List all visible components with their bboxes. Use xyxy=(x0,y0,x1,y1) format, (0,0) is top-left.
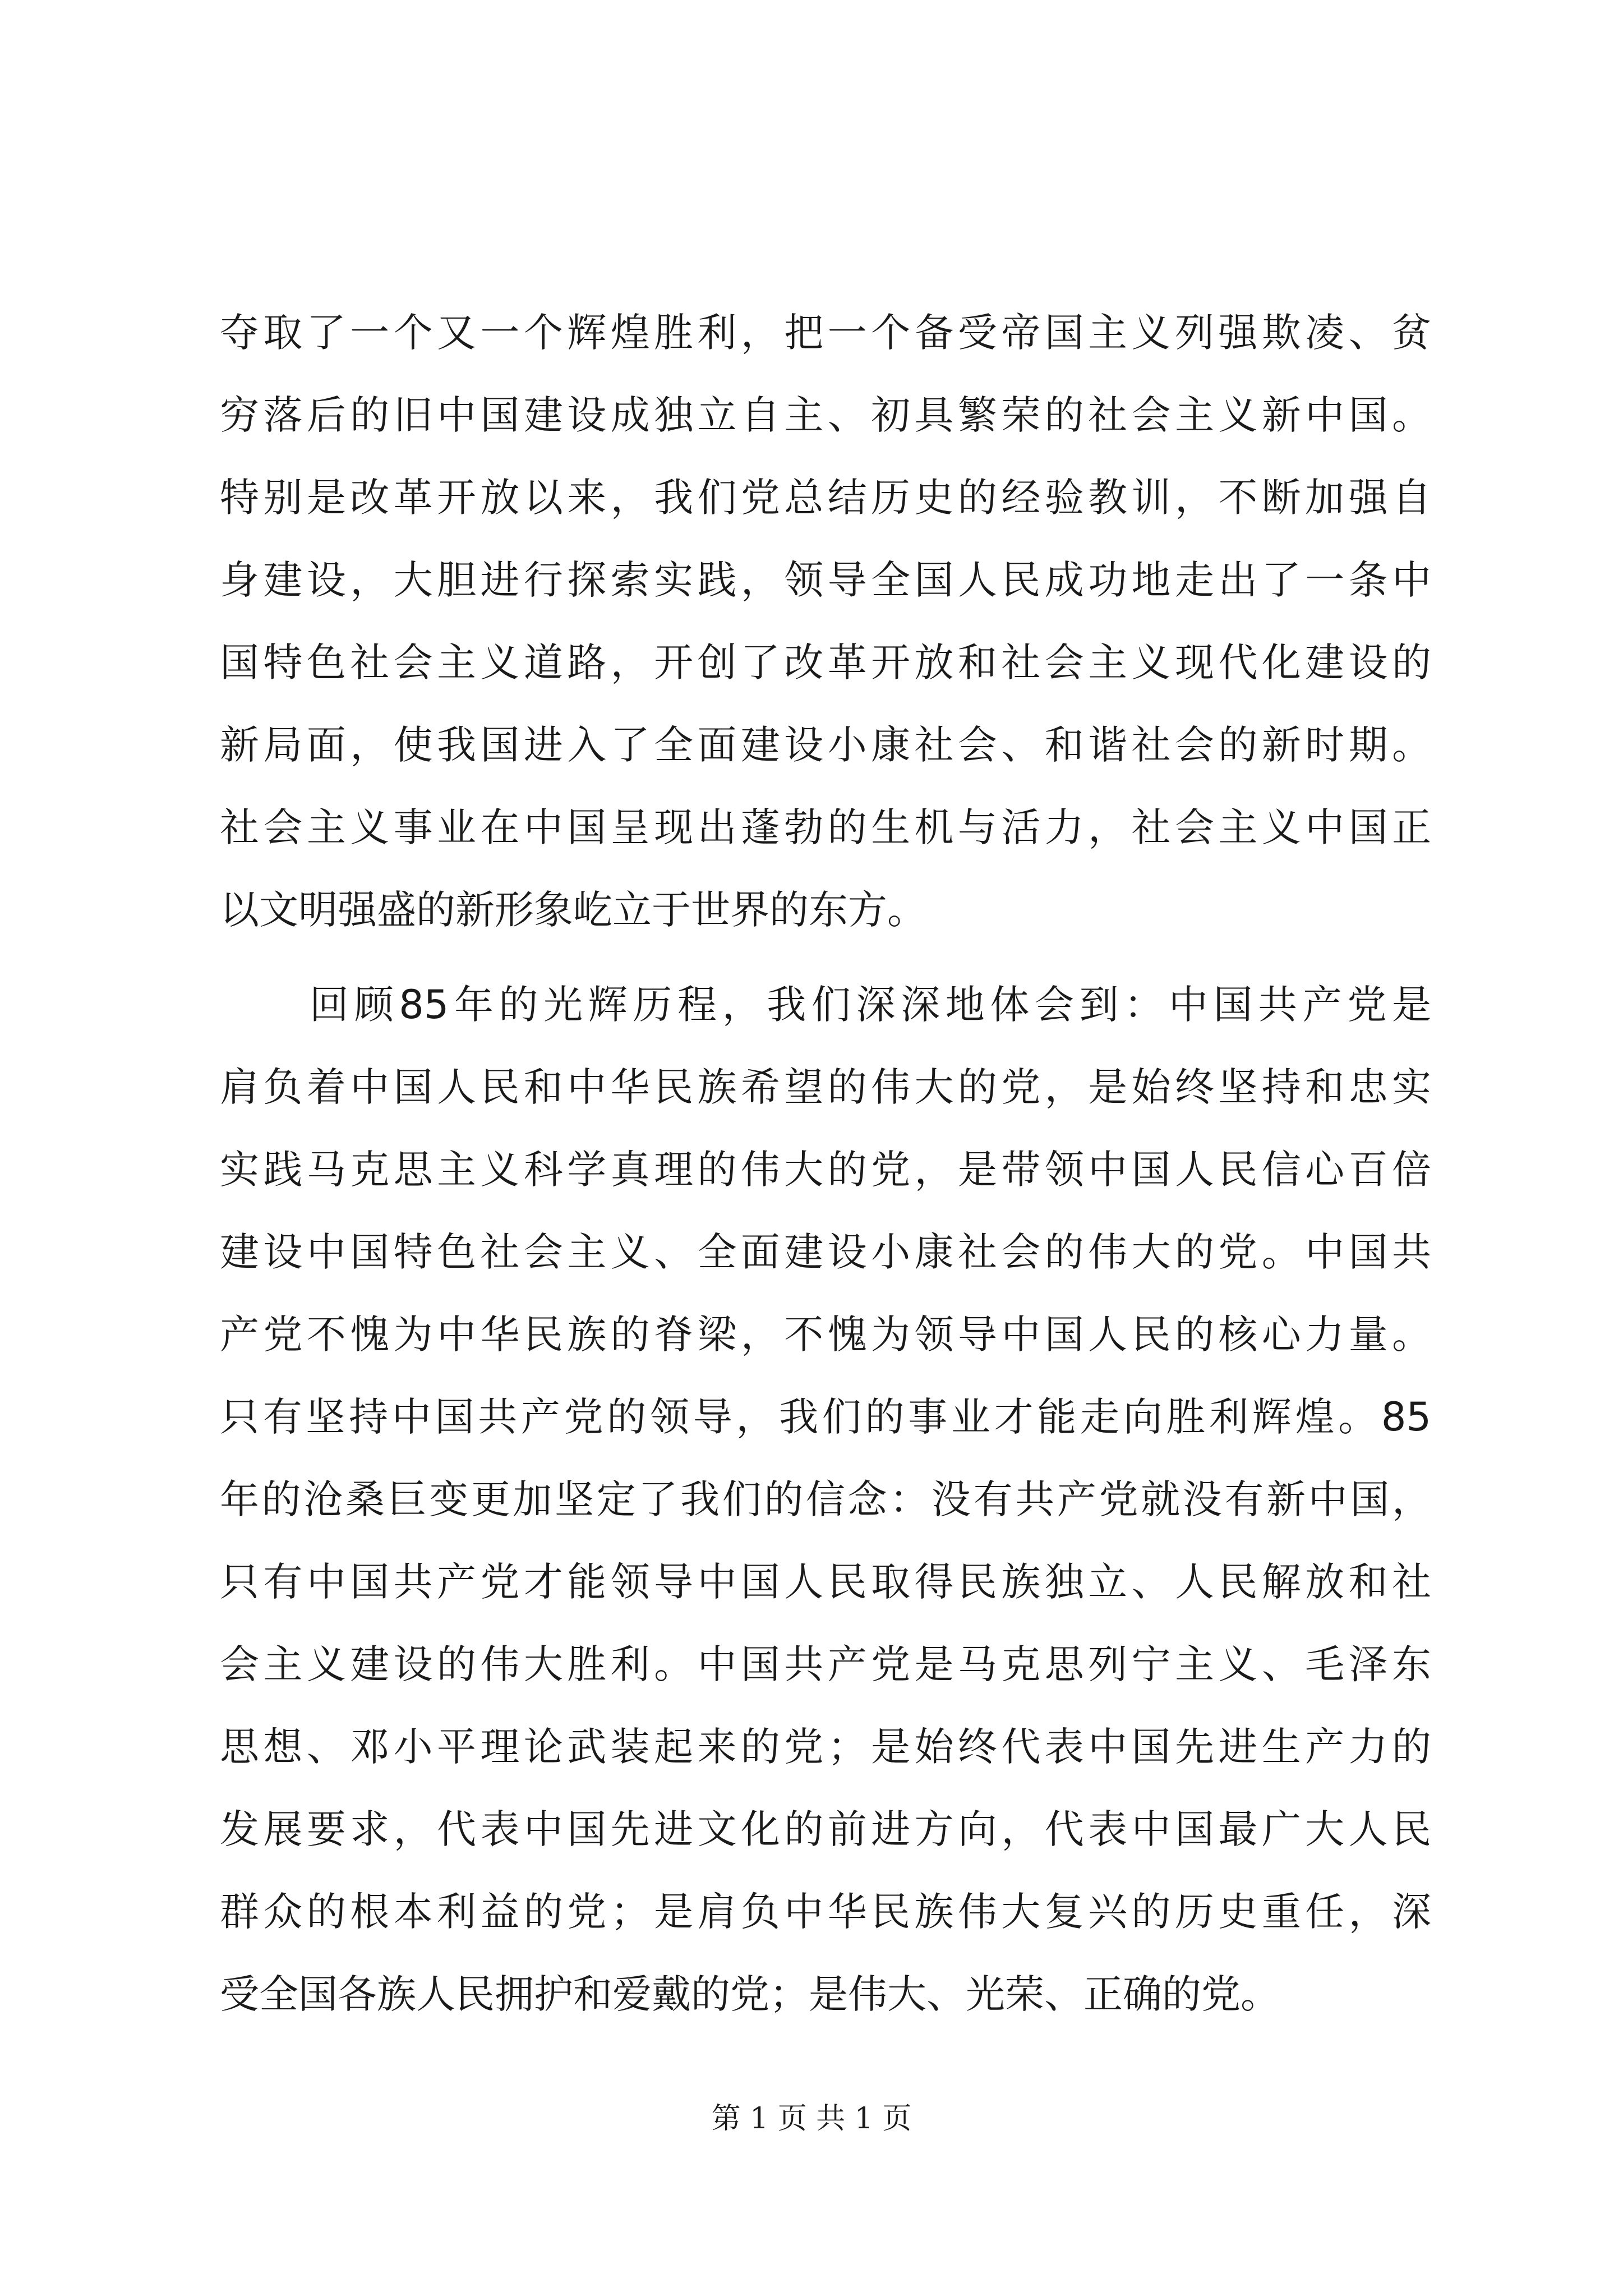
paragraph-2-line: 会主义建设的伟大胜利。中国共产党是马克思列宁主义、毛泽东 xyxy=(220,1641,1431,1687)
paragraph-2-line: 只有中国共产党才能领导中国人民取得民族独立、人民解放和社 xyxy=(220,1559,1431,1605)
paragraph-2-line: 回顾85年的光辉历程，我们深深地体会到：中国共产党是 xyxy=(310,982,1431,1028)
paragraph-2-line: 肩负着中国人民和中华民族希望的伟大的党，是始终坚持和忠实 xyxy=(220,1064,1431,1110)
paragraph-2-line: 建设中国特色社会主义、全面建设小康社会的伟大的党。中国共 xyxy=(220,1229,1431,1275)
paragraph-2-line: 实践马克思主义科学真理的伟大的党，是带领中国人民信心百倍 xyxy=(220,1147,1431,1193)
paragraph-2-line: 思想、邓小平理论武装起来的党；是始终代表中国先进生产力的 xyxy=(220,1724,1431,1770)
paragraph-1-line: 穷落后的旧中国建设成独立自主、初具繁荣的社会主义新中国。 xyxy=(220,392,1431,438)
paragraph-gap xyxy=(220,951,1431,964)
paragraph-1-line: 国特色社会主义道路，开创了改革开放和社会主义现代化建设的 xyxy=(220,639,1431,685)
paragraph-1-line: 特别是改革开放以来，我们党总结历史的经验教训，不断加强自 xyxy=(220,475,1431,521)
paragraph-1-line: 社会主义事业在中国呈现出蓬勃的生机与活力，社会主义中国正 xyxy=(220,804,1431,850)
paragraph-2-line: 发展要求，代表中国先进文化的前进方向，代表中国最广大人民 xyxy=(220,1806,1431,1852)
paragraph-1-line: 以文明强盛的新形象屹立于世界的东方。 xyxy=(220,887,926,933)
paragraph-2-line: 群众的根本利益的党；是肩负中华民族伟大复兴的历史重任，深 xyxy=(220,1889,1431,1935)
paragraph-2 xyxy=(220,964,1431,2036)
paragraph-2-line: 产党不愧为中华民族的脊梁，不愧为领导中国人民的核心力量。 xyxy=(220,1312,1431,1358)
paragraph-1-line: 身建设，大胆进行探索实践，领导全国人民成功地走出了一条中 xyxy=(220,557,1431,603)
paragraph-1-line: 新局面，使我国进入了全面建设小康社会、和谐社会的新时期。 xyxy=(220,722,1431,768)
paragraph-1 xyxy=(220,292,1431,951)
paragraph-1-line: 夺取了一个又一个辉煌胜利，把一个备受帝国主义列强欺凌、贫 xyxy=(220,310,1431,356)
paragraph-2-line: 年的沧桑巨变更加坚定了我们的信念：没有共产党就没有新中国， xyxy=(220,1476,1431,1522)
paragraph-2-line: 受全国各族人民拥护和爱戴的党；是伟大、光荣、正确的党。 xyxy=(220,1971,1280,2017)
paragraph-2-line: 只有坚持中国共产党的领导，我们的事业才能走向胜利辉煌。85 xyxy=(220,1394,1431,1440)
page-footer: 第 1 页 共 1 页 xyxy=(711,2102,912,2136)
document-body xyxy=(220,292,1431,2036)
